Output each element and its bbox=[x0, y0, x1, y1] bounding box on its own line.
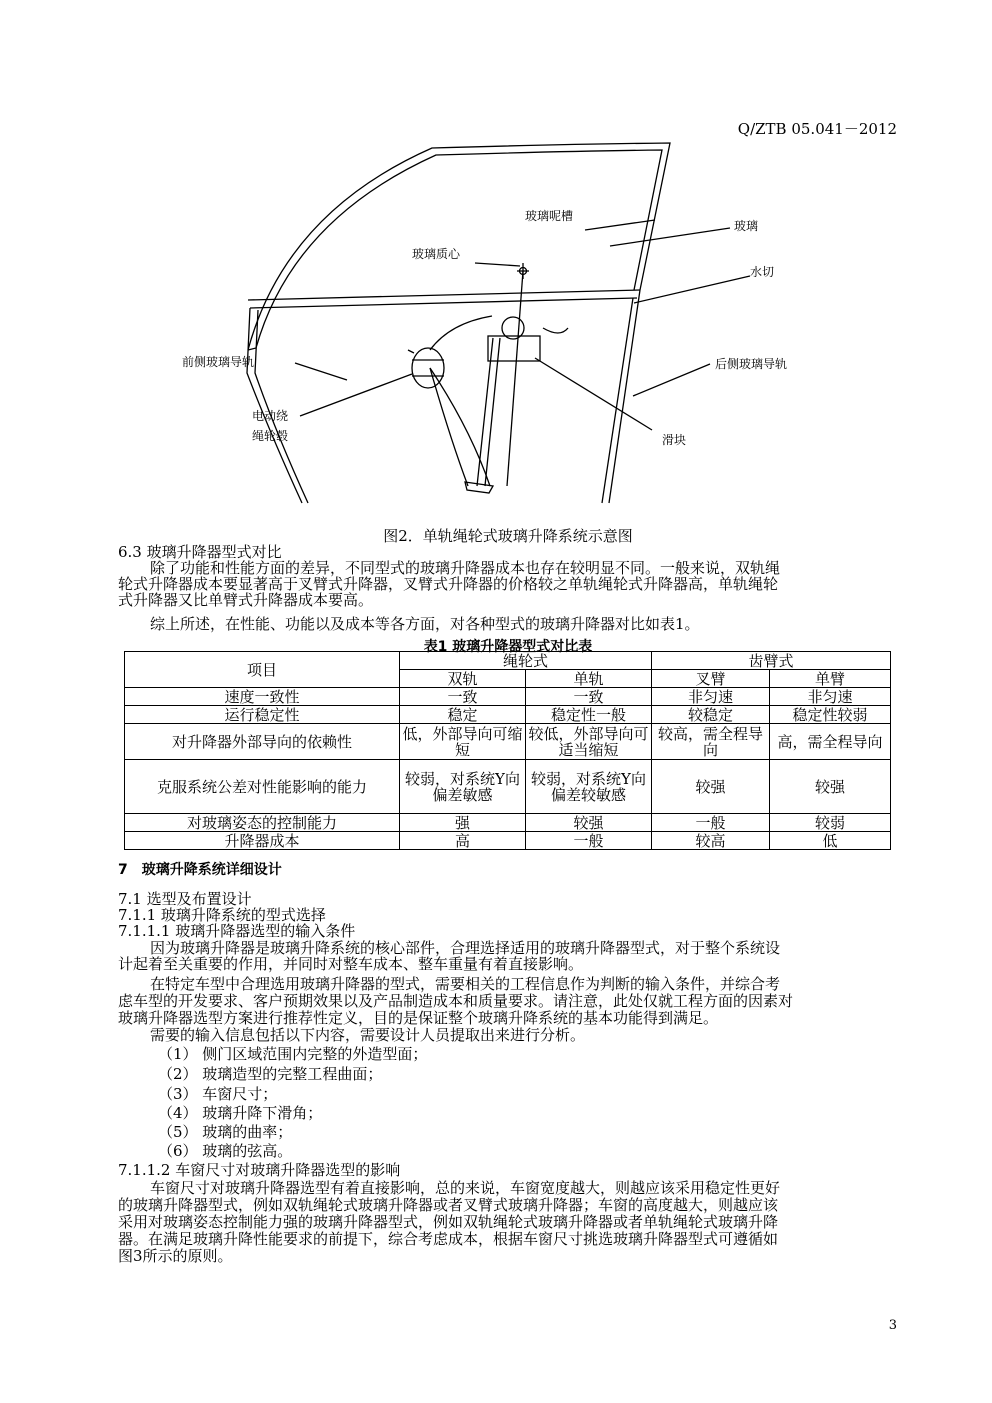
table-cell: 较高，需全程导向 bbox=[652, 724, 770, 760]
section-heading-7-1-1: 7.1.1 玻璃升降系统的型式选择 bbox=[118, 906, 326, 924]
section-heading-7-1: 7.1 选型及布置设计 bbox=[118, 890, 252, 908]
table-cell: 较强 bbox=[526, 814, 652, 832]
table-cell: 稳定性一般 bbox=[526, 706, 652, 724]
paragraph-line: 需要的输入信息包括以下内容，需要设计人员提取出来进行分析。 bbox=[150, 1026, 586, 1044]
document-code: Q/ZTB 05.041－2012 bbox=[737, 120, 897, 138]
table-header-item: 项目 bbox=[125, 652, 400, 688]
figure-caption: 图2．单轨绳轮式玻璃升降系统示意图 bbox=[383, 527, 633, 545]
table-cell: 非匀速 bbox=[652, 688, 770, 706]
table-cell: 对玻璃姿态的控制能力 bbox=[125, 814, 400, 832]
label-rear-rail: 后侧玻璃导轨 bbox=[715, 357, 788, 371]
table-header-group: 齿臂式 bbox=[652, 652, 891, 670]
table-row bbox=[125, 760, 891, 814]
paragraph-line: 玻璃升降器选型方案进行推荐性定义，目的是保证整个玻璃升降系统的基本功能得到满足。 bbox=[118, 1009, 719, 1027]
table-subheader: 双轨 bbox=[400, 670, 526, 688]
section-heading-7-1-1-2: 7.1.1.2 车窗尺寸对玻璃升降器选型的影响 bbox=[118, 1161, 401, 1179]
table-subheader: 单臂 bbox=[770, 670, 891, 688]
list-item: （1） 侧门区域范围内完整的外造型面； bbox=[158, 1045, 428, 1063]
paragraph-line: 轮式升降器成本要显著高于叉臂式升降器，叉臂式升降器的价格较之单轨绳轮式升降器高，单轨绳轮 bbox=[118, 575, 779, 593]
table-cell: 较强 bbox=[770, 760, 891, 814]
table-cell: 较弱，对系统Y向偏差较敏感 bbox=[526, 760, 652, 814]
table-cell: 升降器成本 bbox=[125, 832, 400, 850]
table-cell: 对升降器外部导向的依赖性 bbox=[125, 724, 400, 760]
paragraph-line: 式升降器又比单臂式升降器成本要高。 bbox=[118, 591, 374, 609]
list-item: （6） 玻璃的弦高。 bbox=[158, 1142, 293, 1160]
table-row bbox=[125, 724, 891, 760]
label-motor-line-1: 电动绕 bbox=[252, 409, 289, 423]
table-cell: 低 bbox=[770, 832, 891, 850]
page-number: 3 bbox=[888, 1318, 897, 1333]
table-cell: 一致 bbox=[526, 688, 652, 706]
table-cell: 较强 bbox=[652, 760, 770, 814]
table-subheader: 叉臂 bbox=[652, 670, 770, 688]
label-slider: 滑块 bbox=[662, 433, 687, 447]
paragraph-line: 采用对玻璃姿态控制能力强的玻璃升降器型式，例如双轨绳轮式玻璃升降器或者单轨绳轮式玻璃升降 bbox=[118, 1213, 779, 1231]
table-subheader: 单轨 bbox=[526, 670, 652, 688]
table-cell: 克服系统公差对性能影响的能力 bbox=[125, 760, 400, 814]
paragraph-line: 图3所示的原则。 bbox=[118, 1247, 233, 1265]
table-row bbox=[125, 814, 891, 832]
table-cell: 较高 bbox=[652, 832, 770, 850]
table-cell: 非匀速 bbox=[770, 688, 891, 706]
label-glass-channel: 玻璃呢槽 bbox=[525, 209, 574, 223]
table-row bbox=[125, 706, 891, 724]
paragraph-line: 虑车型的开发要求、客户预期效果以及产品制造成本和质量要求。请注意，此处仅就工程方面的因素对 bbox=[118, 992, 794, 1010]
table-cell: 稳定性较弱 bbox=[770, 706, 891, 724]
table-cell: 低，外部导向可缩短 bbox=[400, 724, 526, 760]
paragraph-line: 的玻璃升降器型式，例如双轨绳轮式玻璃升降器或者叉臂式玻璃升降器；车窗的高度越大，则越应该 bbox=[118, 1196, 779, 1214]
table-header-group: 绳轮式 bbox=[400, 652, 652, 670]
paragraph-line: 在特定车型中合理选用玻璃升降器的型式，需要相关的工程信息作为判断的输入条件，并综合考 bbox=[150, 975, 781, 993]
table-cell: 较低，外部导向可适当缩短 bbox=[526, 724, 652, 760]
table-caption: 表1 玻璃升降器型式对比表 bbox=[423, 639, 593, 655]
paragraph-line: 器。在满足玻璃升降性能要求的前提下，综合考虑成本，根据车窗尺寸挑选玻璃升降器型式可遵循如 bbox=[118, 1230, 779, 1248]
paragraph-line: 因为玻璃升降器是玻璃升降系统的核心部件，合理选择适用的玻璃升降器型式，对于整个系统设 bbox=[150, 939, 781, 957]
table-cell: 较稳定 bbox=[652, 706, 770, 724]
section-heading-7-1-1-1: 7.1.1.1 玻璃升降器选型的输入条件 bbox=[118, 922, 356, 940]
table-cell: 一般 bbox=[652, 814, 770, 832]
table-cell: 较弱，对系统Y向偏差敏感 bbox=[400, 760, 526, 814]
table-cell: 运行稳定性 bbox=[125, 706, 400, 724]
table-cell: 一致 bbox=[400, 688, 526, 706]
table-row bbox=[125, 832, 891, 850]
comparison-table bbox=[124, 651, 891, 850]
label-glass-centroid: 玻璃质心 bbox=[412, 247, 461, 261]
paragraph-line: 综上所述，在性能、功能以及成本等各方面，对各种型式的玻璃升降器对比如表1。 bbox=[150, 615, 700, 633]
list-item: （2） 玻璃造型的完整工程曲面； bbox=[158, 1065, 383, 1083]
table-cell: 强 bbox=[400, 814, 526, 832]
section-heading-6-3: 6.3 玻璃升降器型式对比 bbox=[118, 543, 282, 561]
paragraph-line: 计起着至关重要的作用，并同时对整车成本、整车重量有着直接影响。 bbox=[118, 955, 584, 973]
table-cell: 较弱 bbox=[770, 814, 891, 832]
label-waterseal: 水切 bbox=[750, 265, 775, 279]
label-glass: 玻璃 bbox=[734, 219, 759, 233]
paragraph-line: 车窗尺寸对玻璃升降器选型有着直接影响，总的来说，车窗宽度越大，则越应该采用稳定性更好 bbox=[150, 1179, 781, 1197]
table-row bbox=[125, 688, 891, 706]
list-item: （3） 车窗尺寸； bbox=[158, 1085, 278, 1103]
table-cell: 高，需全程导向 bbox=[770, 724, 891, 760]
table-cell: 稳定 bbox=[400, 706, 526, 724]
table-cell: 一般 bbox=[526, 832, 652, 850]
window-regulator-diagram bbox=[150, 138, 850, 510]
paragraph-line: 除了功能和性能方面的差异，不同型式的玻璃升降器成本也存在较明显不同。一般来说，双轨绳 bbox=[150, 559, 781, 577]
list-item: （5） 玻璃的曲率； bbox=[158, 1123, 293, 1141]
label-motor-line-2: 绳轮毂 bbox=[252, 429, 289, 443]
list-item: （4） 玻璃升降下滑角； bbox=[158, 1104, 323, 1122]
label-front-rail: 前侧玻璃导轨 bbox=[182, 355, 255, 369]
table-cell: 速度一致性 bbox=[125, 688, 400, 706]
section-heading-7: 7 玻璃升降系统详细设计 bbox=[118, 862, 282, 878]
table-cell: 高 bbox=[400, 832, 526, 850]
